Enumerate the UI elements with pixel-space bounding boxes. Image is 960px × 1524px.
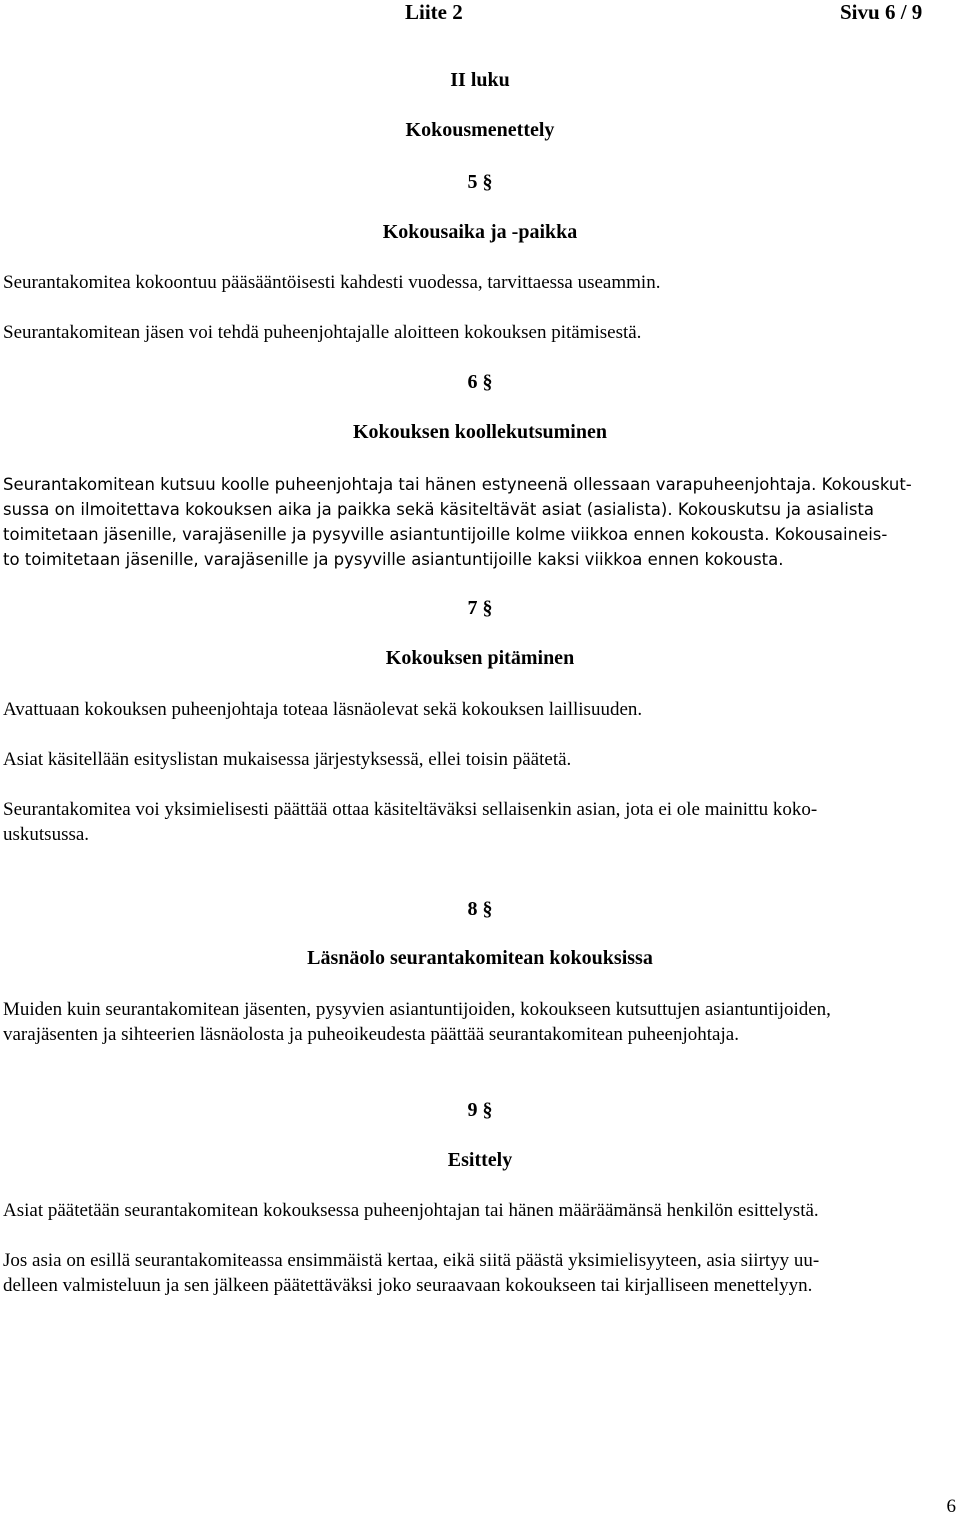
header-attachment-label: Liite 2 [405,0,463,24]
section-9-paragraph-2 [3,1248,947,1298]
header-page-indicator: Sivu 6 / 9 [840,0,923,24]
section-7-paragraph-2 [3,747,947,772]
section-5-title: Kokousaika ja -paikka [382,221,578,243]
section-9-number: 9 § [467,1099,493,1121]
section-5-paragraph-1 [3,270,947,295]
text-line: Seurantakomitean jäsen voi tehdä puheenjohtajalle aloitteen kokouksen pitämisestä. [3,322,642,343]
text-line: toimitetaan jäsenille, varajäsenille ja pysyville asiantuntijoille kolme viikkoa ennen kokousta. Kokousaineis- [3,525,888,544]
footer-page-number: 6 [946,1496,956,1517]
text-line: Jos asia on esillä seurantakomiteassa ensimmäistä kertaa, eikä siitä päästä yksimielisyyteen, asia siirtyy uu- [3,1250,820,1271]
text-line: to toimitetaan jäsenille, varajäsenille ja pysyville asiantuntijoille kaksi viikkoa ennen kokousta. [3,550,784,569]
section-9-paragraph-1 [3,1198,947,1223]
section-8-number: 8 § [467,898,493,920]
section-7-paragraph-1 [3,697,947,722]
section-5-paragraph-2 [3,320,947,345]
text-line: Asiat päätetään seurantakomitean kokouksessa puheenjohtajan tai hänen määräämänsä henkilön esittelystä. [3,1200,819,1221]
section-6-number: 6 § [467,371,493,393]
section-8-paragraph-1 [3,997,947,1047]
section-7-paragraph-3 [3,797,947,847]
section-7-title: Kokouksen pitäminen [385,647,575,669]
text-line: varajäsenten ja sihteerien läsnäolosta ja puheoikeudesta päättää seurantakomitean puheenjohtaja. [3,1024,739,1045]
text-line: Avattuaan kokouksen puheenjohtaja toteaa läsnäolevat sekä kokouksen laillisuuden. [3,699,643,720]
section-8-title: Läsnäolo seurantakomitean kokouksissa [307,947,653,969]
section-7-number: 7 § [467,597,493,619]
text-line: Muiden kuin seurantakomitean jäsenten, pysyvien asiantuntijoiden, kokoukseen kutsuttujen asiantuntijoiden, [3,999,831,1020]
section-6-title: Kokouksen koollekutsuminen [353,421,607,443]
section-6-paragraph-1 [3,472,947,572]
text-line: Seurantakomitea kokoontuu pääsääntöisesti kahdesti vuodessa, tarvittaessa useammin. [3,272,661,293]
chapter-number: II luku [450,69,510,91]
section-5-number: 5 § [467,171,493,193]
text-line: uskutsussa. [3,824,90,845]
text-line: Seurantakomitea voi yksimielisesti päättää ottaa käsiteltäväksi sellaisenkin asian, jota ei ole mainittu koko- [3,799,818,820]
text-line: delleen valmisteluun ja sen jälkeen päätettäväksi joko seuraavaan kokoukseen tai kirjalliseen menettelyyn. [3,1275,813,1296]
section-9-title: Esittely [447,1149,513,1171]
text-line: Seurantakomitean kutsuu koolle puheenjohtaja tai hänen estyneenä ollessaan varapuheenjohtaja. Kokouskut- [3,475,912,494]
chapter-title: Kokousmenettely [405,119,555,141]
text-line: sussa on ilmoitettava kokouksen aika ja paikka sekä käsiteltävät asiat (asialista). Kokouskutsu ja asialista [3,500,875,519]
text-line: Asiat käsitellään esityslistan mukaisessa järjestyksessä, ellei toisin päätetä. [3,749,572,770]
